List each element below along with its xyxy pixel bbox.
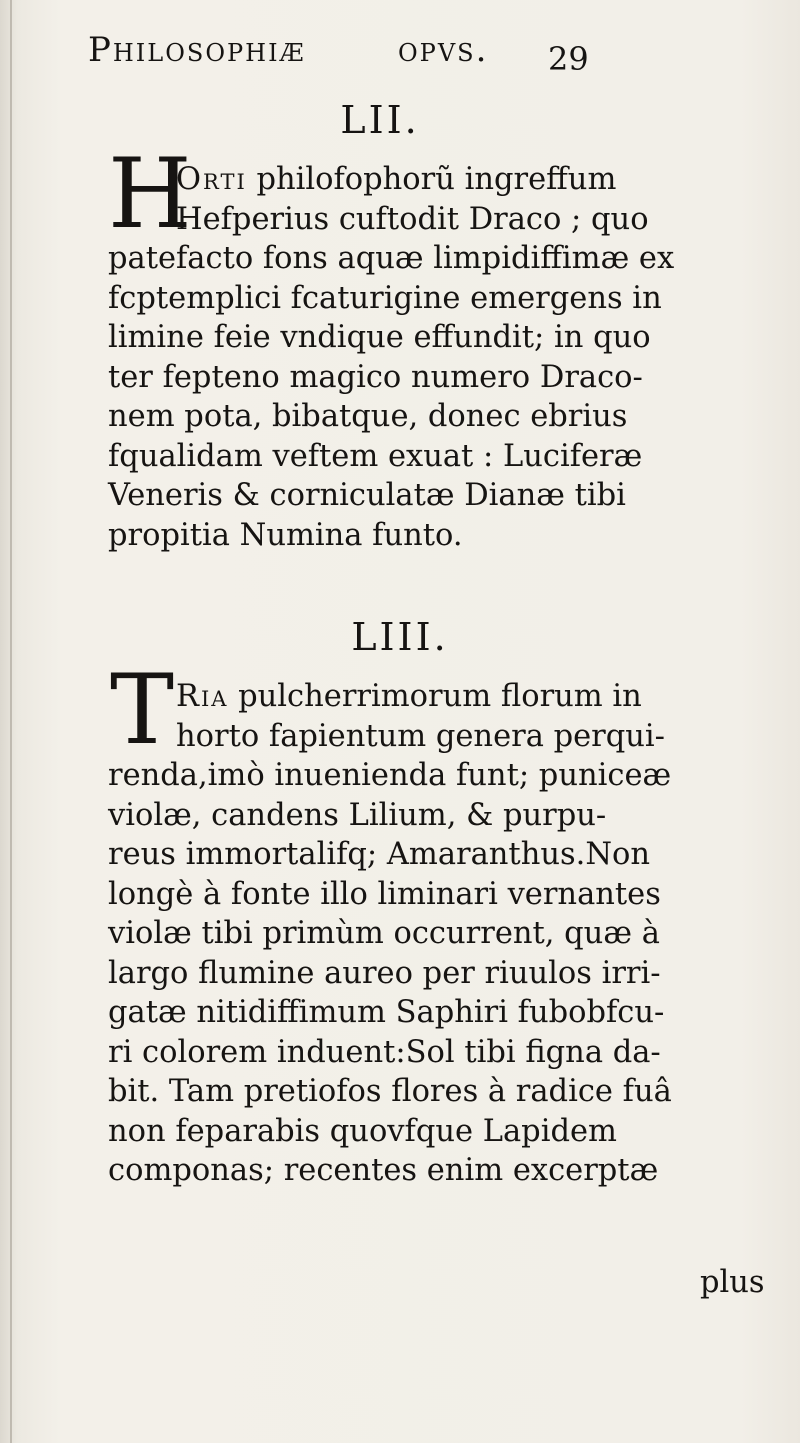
section-53-dropcap: T [110, 654, 175, 766]
running-head-title: Philosophiæ [88, 30, 306, 70]
section-52-dropcap: H [108, 138, 192, 250]
section-53-heading: LIII. [351, 615, 449, 659]
text-line: horto fapientum genera perqui- [176, 718, 665, 754]
section-52-lead: Orti [176, 162, 247, 197]
text-line: limine feie vndique effundit; in quo [108, 320, 651, 355]
text-line: componas; recentes enim excerptæ [108, 1153, 659, 1188]
text-line: reus immortalifq; Amaranthus.Non [108, 837, 651, 872]
running-head-opus: opvs. [398, 30, 489, 70]
text-line: fqualidam veftem exuat : Luciferæ [108, 438, 643, 474]
text-line: ter fepteno magico numero Draco- [108, 359, 643, 395]
text-line: bit. Tam pretiofos flores à radice fuâ [108, 1074, 672, 1109]
text-line: renda,imò inuenienda funt; puniceæ [108, 758, 672, 793]
text-line: Hefperius cuftodit Draco ; quo [176, 201, 649, 237]
text-line: longè à fonte illo liminari vernantes [108, 876, 661, 912]
section-53-lead: Ria [176, 679, 229, 714]
page-number: 29 [548, 40, 589, 78]
text-line [108, 677, 768, 717]
text-line: gatæ nitidiffimum Saphiri fubobfcu- [108, 995, 665, 1030]
catchword: plus [700, 1265, 765, 1300]
text-line: violæ tibi primùm occurrent, quæ à [108, 916, 660, 951]
text-line: largo flumine aureo per riuulos irri- [108, 955, 661, 991]
page-gutter [10, 0, 12, 1443]
text-line: non feparabis quovfque Lapidem [108, 1113, 617, 1149]
text-line: fcptemplici fcaturigine emergens in [108, 280, 662, 316]
text-line: propitia Numina funto. [108, 517, 463, 553]
text-line: Veneris & corniculatæ Dianæ tibi [108, 478, 626, 513]
text-line-segment: pulcherrimorum florum in [228, 679, 642, 714]
text-line: nem pota, bibatque, donec ebrius [108, 399, 628, 434]
text-line: patefacto fons aquæ limpidiffimæ ex [108, 241, 675, 276]
section-53-text [108, 677, 768, 1191]
text-line-segment: philofophorũ ingreffum [246, 162, 617, 197]
section-52-text [108, 160, 768, 555]
text-line [108, 160, 768, 200]
text-line: ri colorem induent:Sol tibi figna da- [108, 1034, 661, 1070]
running-head [88, 30, 588, 80]
text-line: violæ, candens Lilium, & purpu- [108, 797, 607, 833]
section-52-heading: LII. [340, 98, 420, 142]
